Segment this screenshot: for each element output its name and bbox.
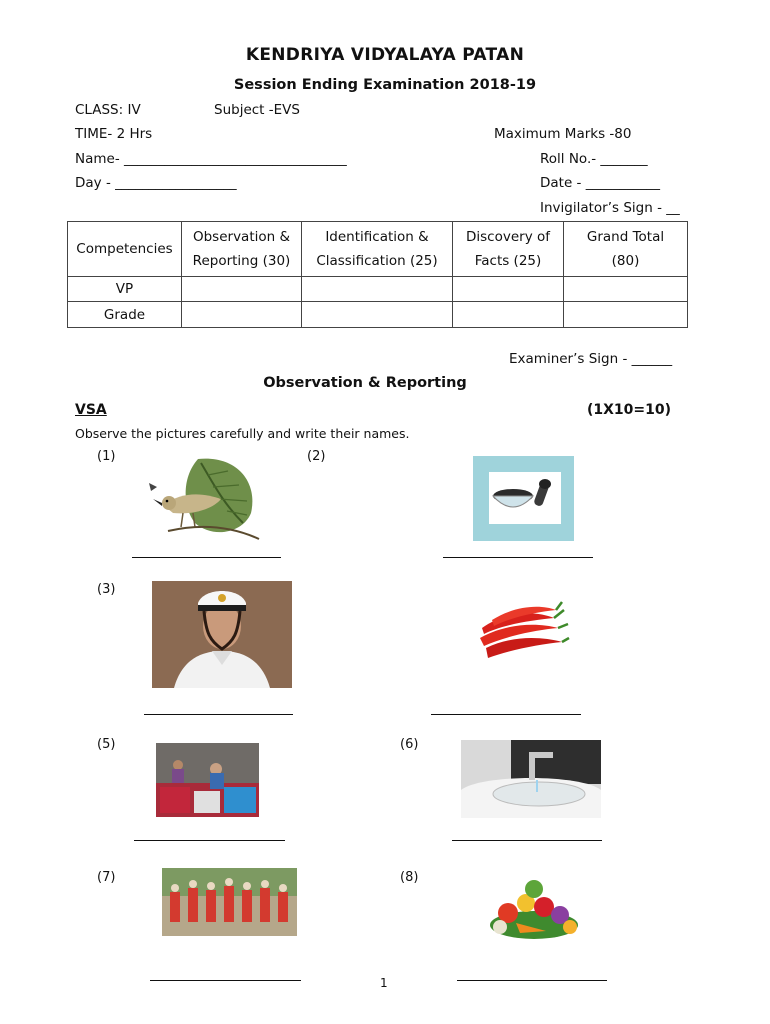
examiner-sign: Examiner’s Sign - ______ (509, 351, 673, 367)
marks-label: (1X10=10) (587, 402, 672, 418)
answer-line-5[interactable] (134, 840, 285, 841)
name-field: Name- _________________________________ (75, 151, 347, 167)
cell-grade-discovery (453, 302, 564, 328)
cell-vp-identification (302, 277, 453, 302)
cell-grade-identification (302, 302, 453, 328)
question-number-3: (3) (97, 582, 116, 597)
competencies-header: Competencies (68, 222, 182, 277)
question-number-7: (7) (97, 870, 116, 885)
page-number: 1 (380, 976, 388, 990)
answer-line-4[interactable] (431, 714, 581, 715)
answer-line-7[interactable] (150, 980, 301, 981)
school-title: KENDRIYA VIDYALAYA PATAN (245, 45, 525, 65)
section-title: Observation & Reporting (263, 375, 467, 391)
folk-dancers-photo (162, 868, 297, 936)
naval-officer-photo (152, 581, 292, 688)
vegetables-icon (486, 873, 582, 941)
roll-field: Roll No.- _______ (540, 151, 648, 167)
answer-line-6[interactable] (452, 840, 602, 841)
exam-title: Session Ending Examination 2018-19 (233, 77, 537, 93)
cell-vp-total (564, 277, 688, 302)
answer-line-8[interactable] (457, 980, 607, 981)
instruction: Observe the pictures carefully and write their names. (75, 426, 410, 441)
answer-line-1[interactable] (132, 557, 281, 558)
col-identification: Identification & Classification (25) (302, 222, 453, 277)
max-marks-label: Maximum Marks -80 (494, 126, 632, 142)
wash-basin-icon (461, 740, 601, 818)
question-number-6: (6) (400, 737, 419, 752)
day-field: Day - __________________ (75, 175, 237, 191)
question-number-5: (5) (97, 737, 116, 752)
cell-grade-total (564, 302, 688, 328)
date-field: Date - ___________ (540, 175, 660, 191)
cell-vp-discovery (453, 277, 564, 302)
question-number-8: (8) (400, 870, 419, 885)
answer-line-3[interactable] (144, 714, 293, 715)
bird-on-leaf-icon (143, 453, 261, 541)
col-observation: Observation & Reporting (30) (182, 222, 302, 277)
weaving-market-photo (156, 743, 259, 817)
answer-line-2[interactable] (443, 557, 593, 558)
invigilator-sign: Invigilator’s Sign - __ (540, 200, 680, 216)
vsa-label: VSA (75, 402, 107, 418)
question-number-2: (2) (307, 449, 326, 464)
mortar-pestle-icon (473, 456, 574, 541)
class-label: CLASS: IV (75, 102, 141, 118)
question-number-1: (1) (97, 449, 116, 464)
red-chillies-icon (474, 598, 570, 668)
time-label: TIME- 2 Hrs (75, 126, 153, 142)
competency-table (67, 221, 688, 328)
row-grade: Grade (68, 302, 182, 328)
cell-vp-observation (182, 277, 302, 302)
row-vp: VP (68, 277, 182, 302)
col-discovery: Discovery of Facts (25) (453, 222, 564, 277)
cell-grade-observation (182, 302, 302, 328)
subject-label: Subject -EVS (214, 102, 300, 118)
col-grand-total: Grand Total (80) (564, 222, 688, 277)
